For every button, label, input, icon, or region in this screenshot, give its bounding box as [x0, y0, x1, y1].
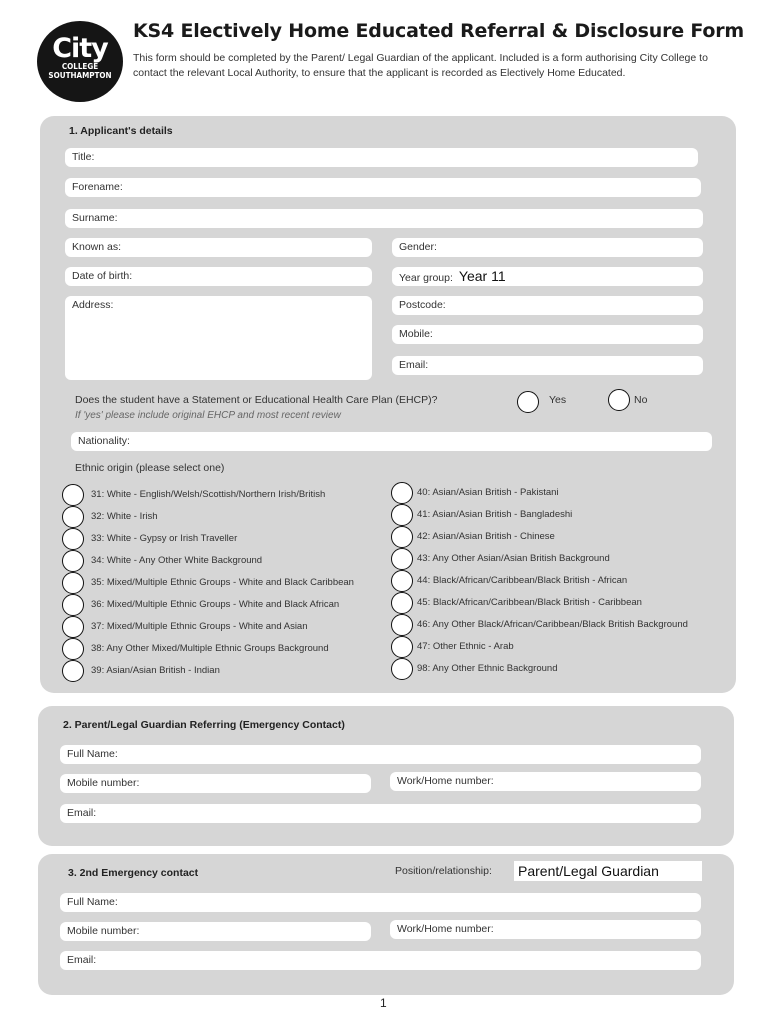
email-label: Email:: [399, 359, 429, 371]
postcode-label: Postcode:: [399, 299, 446, 311]
email-field[interactable]: [392, 356, 703, 375]
ethnic-35-label: 35: Mixed/Multiple Ethnic Groups - White and Black Caribbean: [91, 577, 354, 588]
ethnic-46-radio[interactable]: [391, 614, 413, 636]
contact2-work-field[interactable]: [390, 920, 701, 939]
contact2-mobile-label: Mobile number:: [67, 925, 140, 937]
title-label: Title:: [72, 151, 95, 163]
section2-heading: 2. Parent/Legal Guardian Referring (Emergency Contact): [63, 719, 345, 731]
gender-label: Gender:: [399, 241, 437, 253]
section-parent-guardian: [38, 706, 734, 846]
address-field[interactable]: [65, 296, 372, 380]
guardian-mobile-field[interactable]: [60, 774, 371, 793]
ethnic-44-label: 44: Black/African/Caribbean/Black British - African: [417, 575, 628, 586]
ehcp-question: Does the student have a Statement or Educational Health Care Plan (EHCP)?: [75, 394, 438, 406]
ethnic-31-label: 31: White - English/Welsh/Scottish/Northern Irish/British: [91, 489, 326, 500]
position-relationship-label: Position/relationship:: [395, 865, 492, 877]
ethnic-34-label: 34: White - Any Other White Background: [91, 555, 263, 566]
logo-college-text: COLLEGE: [61, 62, 99, 71]
ethnic-36-radio[interactable]: [62, 594, 84, 616]
title-field[interactable]: [65, 148, 698, 167]
ethnic-40-radio[interactable]: [391, 482, 413, 504]
guardian-work-field[interactable]: [390, 772, 701, 791]
postcode-field[interactable]: [392, 296, 703, 315]
ethnic-98-radio[interactable]: [391, 658, 413, 680]
ethnic-39-radio[interactable]: [62, 660, 84, 682]
known-as-label: Known as:: [72, 241, 122, 253]
ethnic-33-radio[interactable]: [62, 528, 84, 550]
ethnic-45-label: 45: Black/African/Caribbean/Black British - Caribbean: [417, 597, 642, 608]
ehcp-no-radio[interactable]: [608, 389, 630, 411]
ethnic-31-radio[interactable]: [62, 484, 84, 506]
ehcp-yes-radio[interactable]: [517, 391, 539, 413]
guardian-fullname-label: Full Name:: [67, 748, 118, 760]
contact2-work-label: Work/Home number:: [397, 923, 494, 935]
ethnic-47-radio[interactable]: [391, 636, 413, 658]
nationality-label: Nationality:: [78, 435, 130, 447]
ehcp-yes-label: Yes: [549, 394, 567, 406]
guardian-email-field[interactable]: [60, 804, 701, 823]
dob-field[interactable]: [65, 267, 372, 286]
forename-label: Forename:: [72, 181, 123, 193]
guardian-mobile-label: Mobile number:: [67, 777, 140, 789]
ethnic-46-label: 46: Any Other Black/African/Caribbean/Black British Background: [417, 619, 688, 630]
ethnic-40-label: 40: Asian/Asian British - Pakistani: [417, 487, 559, 498]
ethnic-38-radio[interactable]: [62, 638, 84, 660]
address-label: Address:: [72, 299, 114, 311]
contact2-email-label: Email:: [67, 954, 97, 966]
ethnic-origin-label: Ethnic origin (please select one): [75, 462, 225, 474]
ethnic-33-label: 33: White - Gypsy or Irish Traveller: [91, 533, 238, 544]
ethnic-37-label: 37: Mixed/Multiple Ethnic Groups - White and Asian: [91, 621, 308, 632]
contact2-mobile-field[interactable]: [60, 922, 371, 941]
city-college-logo: [37, 21, 123, 102]
ethnic-43-radio[interactable]: [391, 548, 413, 570]
known-as-field[interactable]: [65, 238, 372, 257]
ethnic-39-label: 39: Asian/Asian British - Indian: [91, 665, 220, 676]
ethnic-42-radio[interactable]: [391, 526, 413, 548]
form-title: KS4 Electively Home Educated Referral & Disclosure Form: [133, 20, 744, 42]
year-group-value: Year 11: [458, 268, 506, 284]
form-intro: This form should be completed by the Parent/ Legal Guardian of the applicant. Included is a form authorising City College to contact the relevant Local Authority, to ensure that the applicant is recorded as Electively Home Educated.: [133, 52, 708, 79]
ethnic-43-label: 43: Any Other Asian/Asian British Background: [417, 553, 610, 564]
page-number: 1: [380, 996, 387, 1010]
dob-label: Date of birth:: [72, 270, 133, 282]
contact2-fullname-field[interactable]: [60, 893, 701, 912]
section1-heading: 1. Applicant's details: [69, 125, 173, 137]
ethnic-38-label: 38: Any Other Mixed/Multiple Ethnic Groups Background: [91, 643, 329, 654]
ethnic-41-label: 41: Asian/Asian British - Bangladeshi: [417, 509, 573, 520]
gender-field[interactable]: [392, 238, 703, 257]
nationality-field[interactable]: [71, 432, 712, 451]
ethnic-34-radio[interactable]: [62, 550, 84, 572]
ethnic-42-label: 42: Asian/Asian British - Chinese: [417, 531, 555, 542]
forename-field[interactable]: [65, 178, 701, 197]
ethnic-32-label: 32: White - Irish: [91, 511, 158, 522]
ethnic-44-radio[interactable]: [391, 570, 413, 592]
section-second-emergency-contact: [38, 854, 734, 995]
surname-field[interactable]: [65, 209, 703, 228]
contact2-fullname-label: Full Name:: [67, 896, 118, 908]
logo-southampton-text: SOUTHAMPTON: [48, 71, 112, 80]
mobile-label: Mobile:: [399, 328, 433, 340]
section3-heading: 3. 2nd Emergency contact: [68, 867, 199, 879]
logo-city-text: City: [52, 33, 108, 64]
year-group-label: Year group:: [399, 272, 453, 284]
ethnic-32-radio[interactable]: [62, 506, 84, 528]
guardian-fullname-field[interactable]: [60, 745, 701, 764]
guardian-email-label: Email:: [67, 807, 97, 819]
year-group-field[interactable]: [392, 267, 703, 286]
contact2-email-field[interactable]: [60, 951, 701, 970]
ethnic-35-radio[interactable]: [62, 572, 84, 594]
ethnic-98-label: 98: Any Other Ethnic Background: [417, 663, 558, 674]
ethnic-45-radio[interactable]: [391, 592, 413, 614]
position-relationship-value[interactable]: Parent/Legal Guardian: [514, 861, 702, 881]
mobile-field[interactable]: [392, 325, 703, 344]
guardian-work-label: Work/Home number:: [397, 775, 494, 787]
surname-label: Surname:: [72, 212, 118, 224]
ehcp-note: If 'yes' please include original EHCP and most recent review: [75, 410, 341, 421]
ehcp-no-label: No: [634, 394, 648, 406]
section-applicant-details: [40, 116, 736, 693]
ethnic-37-radio[interactable]: [62, 616, 84, 638]
ethnic-41-radio[interactable]: [391, 504, 413, 526]
ethnic-36-label: 36: Mixed/Multiple Ethnic Groups - White and Black African: [91, 599, 340, 610]
ethnic-47-label: 47: Other Ethnic - Arab: [417, 641, 514, 652]
